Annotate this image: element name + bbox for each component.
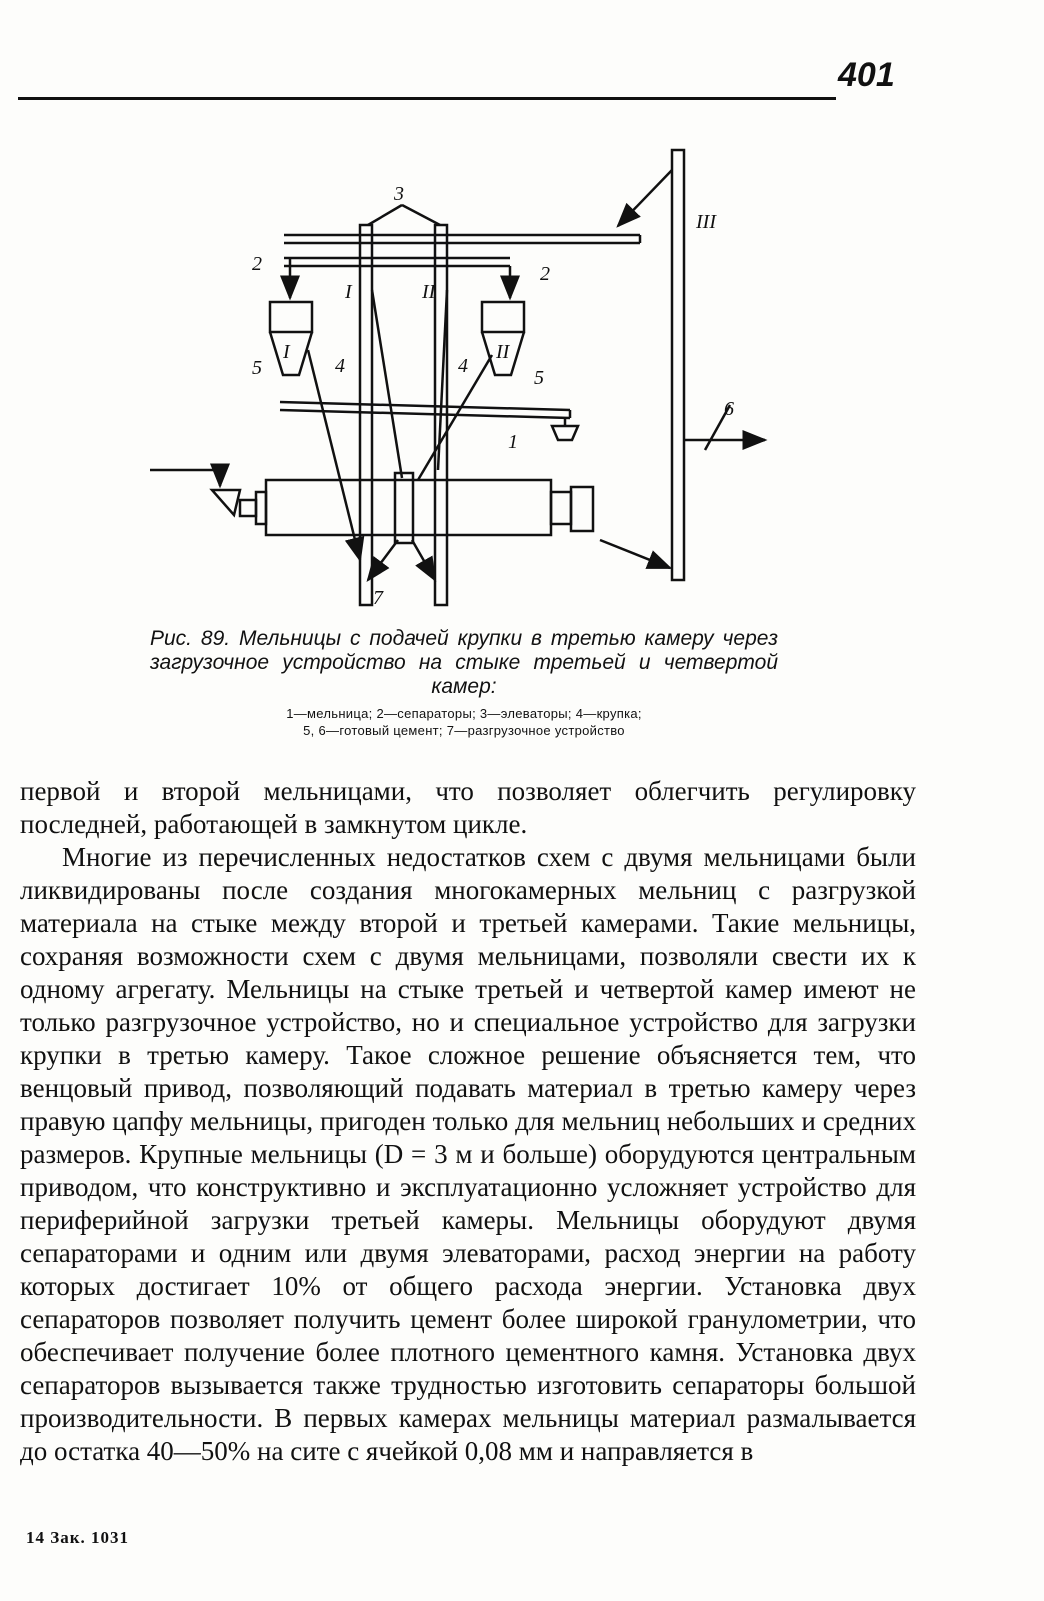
fig-label-5a: 5 (252, 357, 262, 379)
fig-label-4a: 4 (335, 355, 345, 377)
separator-II (482, 302, 524, 332)
fig-label-elev-III: III (696, 211, 716, 233)
elevator-I (360, 225, 372, 605)
paragraph-1: первой и второй мельницами, что позволяет облегчить регулировку последней, работающей в замкнутом цикле. (20, 776, 916, 839)
fig-label-sep-II: II (496, 341, 510, 363)
mill-drum (266, 480, 551, 535)
mill-schematic (140, 140, 780, 620)
legend-line-1: 1—мельница; 2—сепараторы; 3—элеваторы; 4—крупка; (286, 706, 642, 721)
fig-label-elev-I: I (345, 281, 352, 303)
separator-I (270, 302, 312, 332)
fig-label-2b: 2 (540, 263, 550, 285)
fig-label-elev-II: II (422, 281, 436, 303)
legend-line-2: 5, 6—готовый цемент; 7—разгрузочное устройство (303, 723, 625, 738)
fig-label-2a: 2 (252, 253, 262, 275)
fig-label-6: 6 (724, 398, 734, 420)
elevator-III (672, 150, 684, 580)
caption-legend (150, 705, 778, 739)
fig-label-5b: 5 (534, 367, 544, 389)
page-number: 401 (838, 56, 895, 94)
fig-label-4b: 4 (458, 355, 468, 377)
feeder (212, 490, 240, 515)
body-text (20, 775, 916, 1468)
fig-label-7: 7 (373, 587, 383, 609)
figure-caption (150, 627, 778, 739)
paragraph-2: Многие из перечисленных недостатков схем с двумя мельницами были ликвидированы после создания многокамерных мельниц с разгрузкой материала на стыке между второй и третьей камерами. Такие мельницы, сохраняя возможности схем с двумя мельницами, позволяли свести их к одному агрегату. Мельницы на стыке третьей и четвертой камер имеют не только разгрузочное устройство, но и специальное устройство для загрузки крупки в третью камеру. Такое сложное решение объясняется тем, что венцовый привод, позволяющий подавать материал в третью камеру через правую цапфу мельницы, пригоден только для мельниц небольших и средних размеров. Крупные мельницы (D = 3 м и больше) оборудуются центральным приводом, что конструктивно и эксплуатационно усложняет устройство для периферийной загрузки третьей камеры. Мельницы оборудуют двумя сепараторами и одним или двумя элеваторами, расход энергии на работу которых достигает 10% от общего расхода энергии. Установка двух сепараторов позволяет получить цемент более широкой гранулометрии, что обеспечивает получение более плотного цементного камня. Установка двух сепараторов вызывается также трудностью изготовить сепараторы большой производительности. В первых камерах мельницы материал размалывается до остатка 40—50% на сите с ячейкой 0,08 мм и направляется в (20, 842, 916, 1466)
footer-signature: 14 Зак. 1031 (26, 1528, 130, 1547)
caption-title: Рис. 89. Мельницы с подачей крупки в третью камеру через загрузочное устройство на стыке третьей и четвертой камер: (150, 627, 778, 698)
fig-label-3: 3 (394, 183, 404, 205)
fig-label-sep-I: I (283, 341, 290, 363)
figure-mill-diagram (140, 140, 780, 620)
header-rule (18, 97, 836, 100)
discharge-device (395, 473, 413, 543)
fig-label-1: 1 (508, 431, 518, 453)
